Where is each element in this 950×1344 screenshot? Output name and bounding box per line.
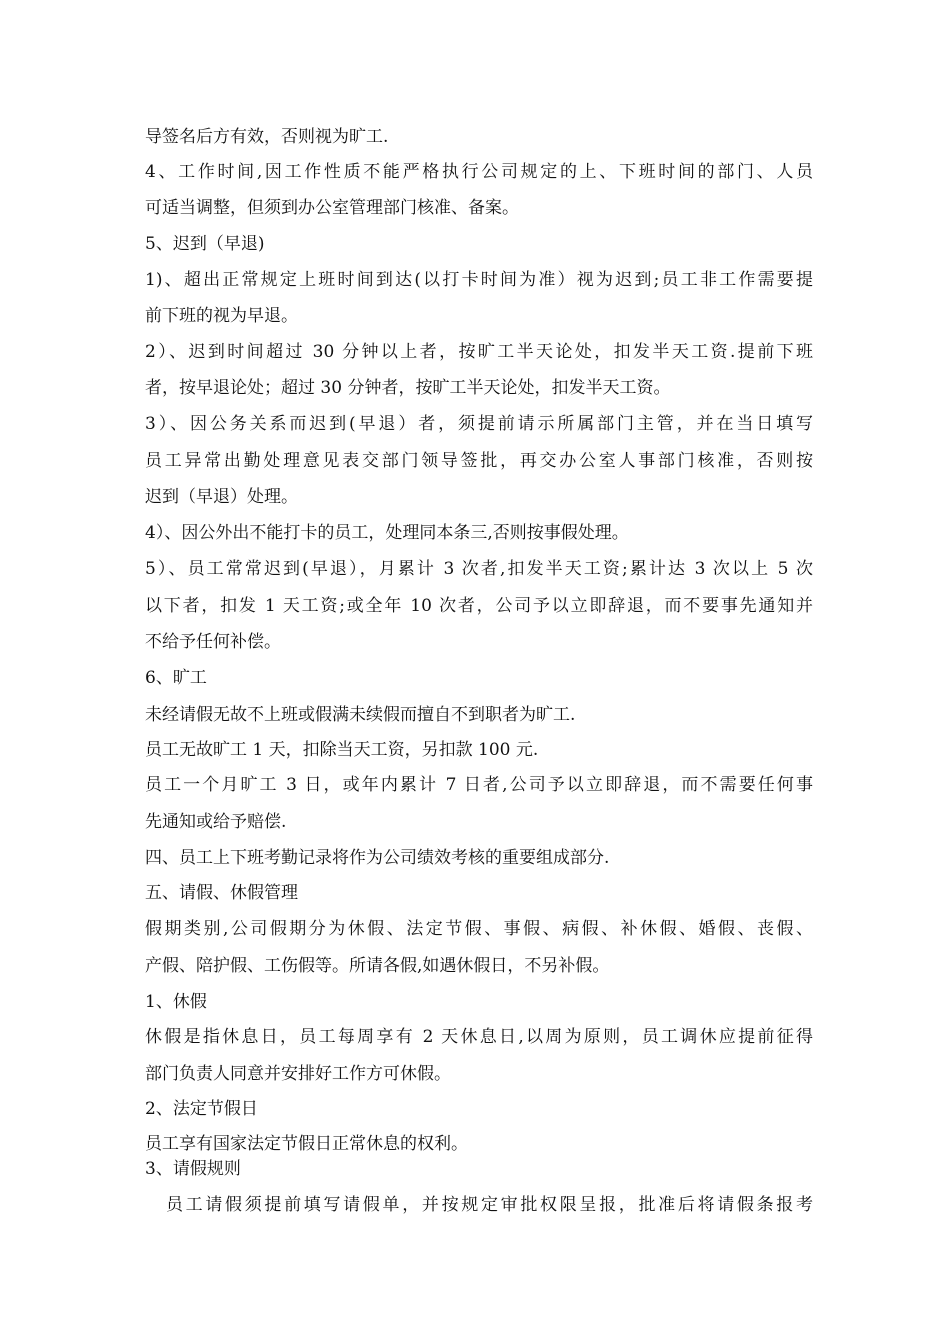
- text-line: 假期类别,公司假期分为休假、法定节假、事假、病假、补休假、婚假、丧假、: [145, 919, 813, 939]
- text-line: 员工一个月旷工 3 日，或年内累计 7 日者,公司予以立即辞退，而不需要任何事: [145, 775, 813, 795]
- text-line: 3、请假规则: [145, 1159, 241, 1179]
- text-line: 4、工作时间,因工作性质不能严格执行公司规定的上、下班时间的部门、人员: [145, 162, 813, 182]
- text-line: 员工异常出勤处理意见表交部门领导签批，再交办公室人事部门核准，否则按: [145, 451, 813, 471]
- text-line: 部门负责人同意并安排好工作方可休假。: [145, 1064, 451, 1084]
- text-line: 2）、迟到时间超过 30 分钟以上者，按旷工半天论处，扣发半天工资.提前下班: [145, 342, 813, 362]
- text-line: 产假、陪护假、工伤假等。所请各假,如遇休假日，不另补假。: [145, 956, 610, 976]
- text-line: 先通知或给予赔偿.: [145, 812, 287, 832]
- text-line: 4）、因公外出不能打卡的员工，处理同本条三,否则按事假处理。: [145, 523, 629, 543]
- text-line: 可适当调整，但须到办公室管理部门核准、备案。: [145, 198, 519, 218]
- text-line: 1、休假: [145, 992, 207, 1012]
- text-line: 者，按早退论处；超过 30 分钟者，按旷工半天论处，扣发半天工资。: [145, 378, 671, 398]
- text-line: 五、请假、休假管理: [145, 883, 298, 903]
- text-line: 1)、超出正常规定上班时间到达(以打卡时间为准）视为迟到;员工非工作需要提: [145, 270, 813, 290]
- text-line: 导签名后方有效，否则视为旷工.: [145, 127, 389, 147]
- text-line: 5、迟到（早退): [145, 234, 265, 254]
- text-line: 不给予任何补偿。: [145, 632, 281, 652]
- text-line: 未经请假无故不上班或假满未续假而擅自不到职者为旷工.: [145, 705, 576, 725]
- text-line: 员工请假须提前填写请假单，并按规定审批权限呈报，批准后将请假条报考: [166, 1195, 813, 1215]
- text-line: 6、旷工: [145, 668, 207, 688]
- text-line: 2、法定节假日: [145, 1099, 258, 1119]
- text-line: 迟到（早退）处理。: [145, 487, 298, 507]
- text-line: 员工无故旷工 1 天，扣除当天工资，另扣款 100 元.: [145, 740, 539, 760]
- text-line: 前下班的视为早退。: [145, 306, 298, 326]
- text-line: 四、员工上下班考勤记录将作为公司绩效考核的重要组成部分.: [145, 848, 610, 868]
- text-line: 休假是指休息日，员工每周享有 2 天休息日,以周为原则，员工调休应提前征得: [145, 1027, 813, 1047]
- text-line: 以下者，扣发 1 天工资;或全年 10 次者，公司予以立即辞退，而不要事先通知并: [145, 596, 813, 616]
- text-line: 3）、因公务关系而迟到(早退）者，须提前请示所属部门主管，并在当日填写: [145, 414, 813, 434]
- text-line: 员工享有国家法定节假日正常休息的权利。: [145, 1134, 468, 1154]
- text-line: 5）、员工常常迟到(早退），月累计 3 次者,扣发半天工资;累计达 3 次以上 5 次: [145, 559, 813, 579]
